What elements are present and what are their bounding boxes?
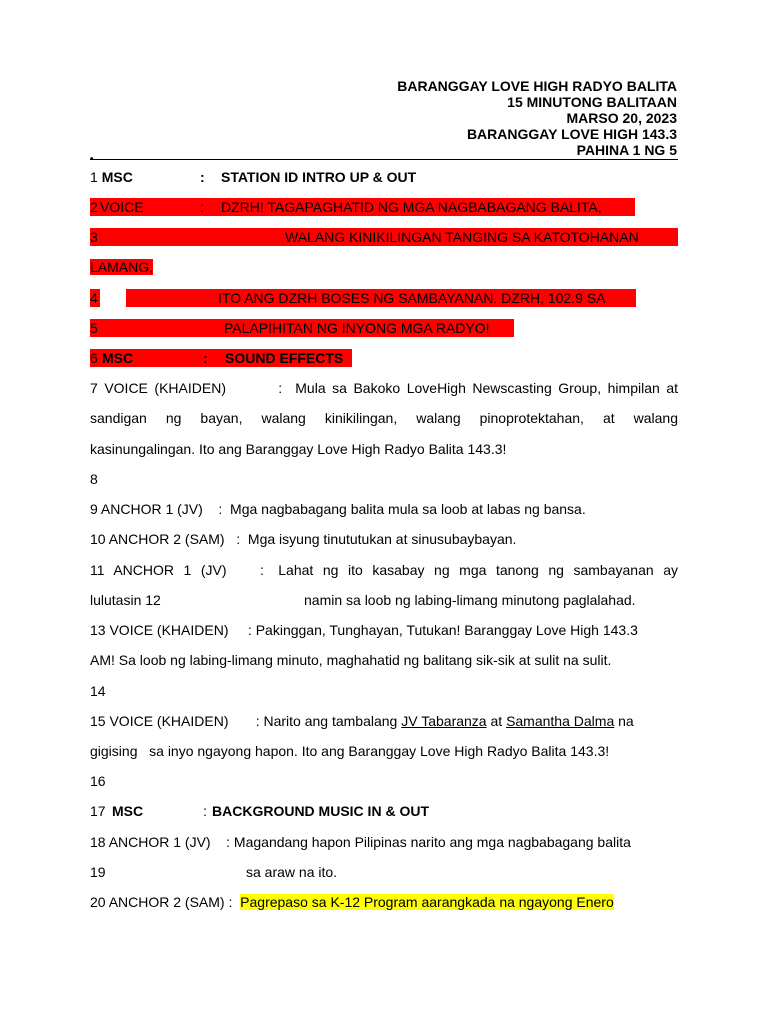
header-subtitle: 15 MINUTONG BALITAAN xyxy=(507,94,677,110)
line-text: SOUND EFFECTS xyxy=(225,350,344,366)
line-separator: : xyxy=(200,199,204,215)
script-line-7: 7 VOICE (KHAIDEN) : Mula sa Bakoko LoveHigh Newscasting Group, himpilan at xyxy=(90,380,678,396)
script-line-13-continued: AM! Sa loob ng labing-limang minuto, maghahatid ng balitang sik-sik at sulit na sulit. xyxy=(90,652,612,668)
line-text: PALAPIHITAN NG INYONG MGA RADYO! xyxy=(224,320,490,336)
line-text: STATION ID INTRO UP & OUT xyxy=(221,169,417,185)
line-text: BACKGROUND MUSIC IN & OUT xyxy=(212,803,429,819)
document-header xyxy=(397,78,677,158)
script-line-20: 20 ANCHOR 2 (SAM) : Pagrepaso sa K-12 Program aarangkada na ngayong Enero xyxy=(90,894,614,910)
line-role: MSC xyxy=(112,803,144,819)
line-text: WALANG KINIKILINGAN TANGING SA KATOTOHANAN xyxy=(285,229,639,245)
header-title: BARANGGAY LOVE HIGH RADYO BALITA xyxy=(397,78,677,94)
line-separator: : xyxy=(203,350,208,366)
anchor-name-jv: JV Tabaranza xyxy=(401,713,487,729)
script-line-10: 10 ANCHOR 2 (SAM) : Mga isyung tinututukan at sinusubaybayan. xyxy=(90,531,517,547)
script-line-3-continued xyxy=(90,258,678,276)
header-station: BARANGGAY LOVE HIGH 143.3 xyxy=(466,126,677,142)
script-line-9: 9 ANCHOR 1 (JV) : Mga nagbabagang balita mula sa loob at labas ng bansa. xyxy=(90,501,586,517)
script-line-8: 8 xyxy=(90,471,98,487)
script-line-15-continued: gigising sa inyo ngayong hapon. Ito ang Baranggay Love High Radyo Balita 143.3! xyxy=(90,743,610,759)
line-role: VOICE xyxy=(100,199,144,215)
script-line-16: 16 xyxy=(90,773,106,789)
anchor-name-sam: Samantha Dalma xyxy=(506,713,615,729)
line-role: MSC xyxy=(101,169,133,185)
script-line-18: 18 ANCHOR 1 (JV) : Magandang hapon Pilipinas narito ang mga nagbabagang balita xyxy=(90,834,631,850)
document-page: BARANGGAY LOVE HIGH RADYO BALITA 15 MINUTONG BALITAAN MARSO 20, 2023 BARANGGAY LOVE HIGH 143.3 PAHINA 1 NG 5 • 1 MSC : STATION ID INTRO UP & OUT 2 VOICE : DZRH! TAGAPAGHATID NG MGA NAGBABAGANG BALITA, 3 WALANG KINIKILINGAN TANGING SA KATOTOHANAN LAMANG, 4 ITO ANG DZRH BOSES NG SAMBAYANAN. DZRH, 102.9 SA 5 PALAPIHITAN NG INYONG MGA RADYO! 6 MSC : SOUND EFFECTS 7 VOICE (KHAIDEN) : Mula sa Bakoko LoveHigh Newscasting Group, himpilan at sandigan ng bayan, walang kinikilingan, walang pinoprotektahan, at walang kasinungalingan. Ito ang Baranggay Love High Radyo Balita 143.3! 8 9 ANCHOR 1 (JV) : Mga nagbabagang balita mula sa loob at labas ng bansa. 10 ANCHOR 2 (SAM) : Mga isyung tinututukan at sinusubaybayan. 11 ANCHOR 1 (JV) : Lahat ng ito kasabay ng mga tanong ng sambayanan ay lulutasin 12 namin sa loob ng labing-limang minutong paglalahad. 13 VOICE (KHAIDEN) : Pakinggan, Tunghayan, Tutukan! Baranggay Love High 143.3 AM! Sa loob ng labing-limang minuto, maghahatid ng balitang sik-sik at sulit na sulit. 14 15 VOICE (KHAIDEN) : Narito ang tambalang JV Tabaranza at Samantha Dalma na gigising sa inyo ngayong hapon. Ito ang Baranggay Love High Radyo Balita 143.3! 16 17 MSC : BACKGROUND MUSIC IN & OUT 18 ANCHOR 1 (JV) : Magandang hapon Pilipinas narito ang mga nagbabagang balita 19 sa araw na ito. 20 ANCHOR 2 (SAM) : Pagrepaso sa K-12 Program aarangkada na ngayong Enero xyxy=(90,78,678,910)
script-line-11: 11 ANCHOR 1 (JV) : Lahat ng ito kasabay ng mga tanong ng sambayanan ay xyxy=(90,562,678,578)
line-text: sa araw na ito. xyxy=(246,864,338,880)
header-page-number: PAHINA 1 NG 5 xyxy=(576,142,677,158)
script-line-7-end: kasinungalingan. Ito ang Baranggay Love High Radyo Balita 143.3! xyxy=(90,441,507,457)
script-line-13: 13 VOICE (KHAIDEN) : Pakinggan, Tunghayan, Tutukan! Baranggay Love High 143.3 xyxy=(90,622,638,638)
script-line-15: 15 VOICE (KHAIDEN) : Narito ang tambalang JV Tabaranza at Samantha Dalma na xyxy=(90,713,634,729)
line-text: DZRH! TAGAPAGHATID NG MGA NAGBABAGANG BALITA, xyxy=(221,199,602,215)
highlighted-headline: Pagrepaso sa K-12 Program aarangkada na ngayong Enero xyxy=(240,894,614,910)
line-text: ITO ANG DZRH BOSES NG SAMBAYANAN. DZRH, 102.9 SA xyxy=(218,290,606,306)
script-line-1: 1 MSC : STATION ID INTRO UP & OUT xyxy=(90,169,417,185)
line-separator: : xyxy=(200,169,205,185)
script-line-7-continued: sandigan ng bayan, walang kinikilingan, walang pinoprotektahan, at walang xyxy=(90,410,678,426)
script-line-14: 14 xyxy=(90,683,106,699)
header-date: MARSO 20, 2023 xyxy=(566,110,677,126)
line-text: LAMANG, xyxy=(90,259,154,275)
line-role: MSC xyxy=(102,350,134,366)
line-separator: : xyxy=(203,803,207,819)
bullet-mark: • xyxy=(90,154,94,165)
header-divider xyxy=(90,159,678,160)
